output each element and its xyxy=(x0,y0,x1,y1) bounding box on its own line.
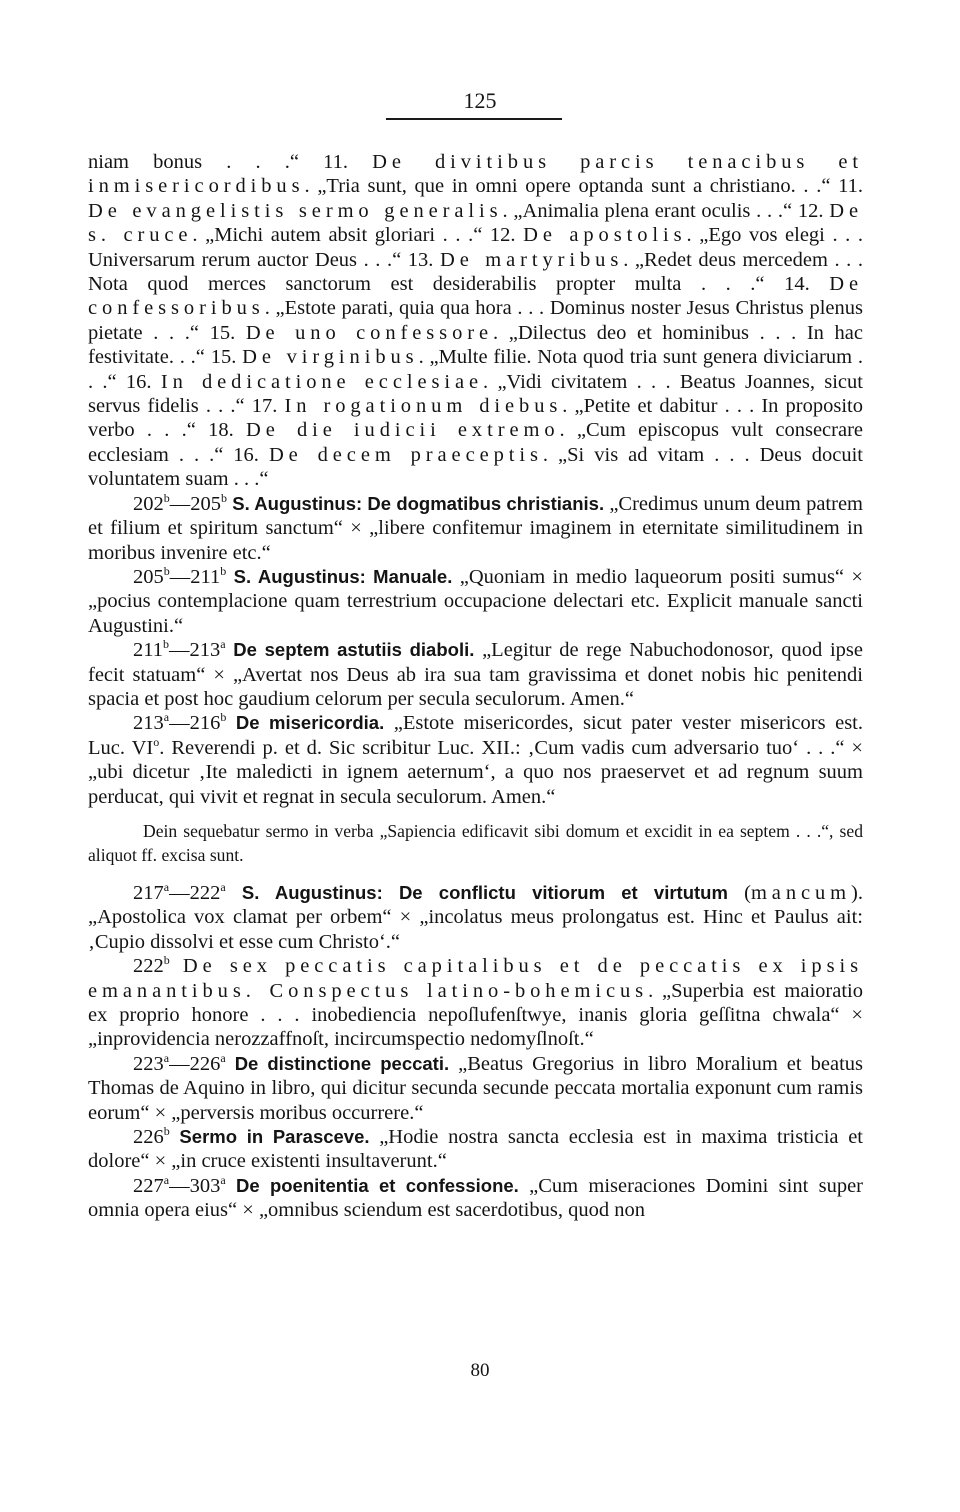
spaced-title: De decem praeceptis xyxy=(268,443,543,466)
spaced-title: De divitibus parcis tenacibus et inmisericordibus xyxy=(88,151,864,198)
spaced-title: In rogationum diebus xyxy=(284,395,563,418)
paragraph xyxy=(88,150,863,492)
folio-superscript: a xyxy=(163,1173,170,1188)
spaced-title: In dedicatione ecclesiae xyxy=(160,370,484,393)
text-run: „Beatus Gregorius in libro Moralium et beatus Thomas de Aquino in libro, qui dicitur secunda secunde peccata mortalia exponunt cum ramis eorum“ × „perversis moribus occurrere.“ xyxy=(88,1052,863,1124)
text-run: . „Michi autem absit gloriari . . .“ 12. xyxy=(192,224,524,247)
text-run: . „Tria sunt, que in omni opere optanda sunt a christiano. . .“ 11. xyxy=(304,175,863,198)
folio-superscript: b xyxy=(220,710,227,725)
text-run: 205 xyxy=(133,565,164,588)
text-run: „Quoniam in medio laqueorum positi sumus“ × „pocius contemplacione quam terrestrium occupacione delectari etc. Explicit manuale sancti Augustini.“ xyxy=(88,565,863,637)
paragraph xyxy=(88,1125,863,1174)
folio-superscript: a xyxy=(220,1050,226,1065)
spaced-title: De die iudicii extremo xyxy=(246,419,560,442)
spaced-title: De virginibus xyxy=(242,346,419,369)
folio-superscript: b xyxy=(163,637,169,652)
text-run: . Reverendi p. et d. Sic scribitur Luc. XII.: ‚Cum vadis cum adversario tuo‘ . . .“ × „ubi dicetur ‚Ite maledicti in ignem aeternum‘, a quo nos praeservet et ad regnum suum perducat, qui vivit et regnat in secula seculorum. Amen.“ xyxy=(88,736,863,808)
folio-superscript: a xyxy=(163,880,170,895)
text-run: . „Vidi civitatem . . . Beatus Joannes, sicut servus fidelis . . .“ 17. xyxy=(88,370,863,418)
folio-superscript: b xyxy=(163,1124,170,1139)
text-run: 211 xyxy=(133,639,163,662)
spaced-title: De confessoribus xyxy=(88,273,863,320)
body-text xyxy=(88,150,863,1223)
text-run: . „Cum episcopus vult consecrare ecclesiam . . .“ 16. xyxy=(88,419,863,466)
paragraph xyxy=(88,492,863,565)
text-run: —303 xyxy=(169,1174,221,1197)
signature-mark: 80 xyxy=(470,1360,490,1381)
text-run: 227 xyxy=(133,1174,164,1197)
text-run: . „Animalia plena erant oculis . . .“ 12. xyxy=(502,199,830,222)
paragraph xyxy=(88,1174,863,1223)
folio-superscript: a xyxy=(163,1050,170,1065)
entry-heading: Sermo in Parasceve. xyxy=(169,1126,370,1148)
spaced-title: De uno confessore xyxy=(245,321,494,344)
text-run: 226 xyxy=(133,1126,164,1149)
text-run: ). „Apostolica vox clamat per orbem“ × „incolatus meus prolongatus est. Hinc et Paulus ait: ‚Cupio dissolvi et esse cum Christo‘.“ xyxy=(88,881,863,953)
editorial-note: Dein sequebatur sermo in verba „Sapiencia edificavit sibi domum et excidit in ea septem . . .“, sed aliquot ff. excisa sunt. xyxy=(88,820,863,865)
text-run: . „Dilectus deo et hominibus . . . In hac festivitate. . .“ 15. xyxy=(88,321,863,369)
text-run: —222 xyxy=(169,881,221,904)
paragraph xyxy=(88,711,863,809)
text-run: 217 xyxy=(133,881,164,904)
text-run: . „Estote parati, quia qua hora . . . Dominus noster Jesus Christus plenus pietate . . .“ 15. xyxy=(88,297,863,344)
text-run: —205 xyxy=(169,492,221,515)
text-run: 202 xyxy=(133,492,164,515)
folio-superscript: b xyxy=(163,953,170,968)
text-run: —226 xyxy=(169,1052,221,1075)
text-run: ( xyxy=(727,881,751,904)
text-run: niam bonus . . .“ 11. xyxy=(88,151,373,173)
paragraph xyxy=(88,954,863,1052)
text-run: „Hodie nostra sancta ecclesia est in maxima tristicia et dolore“ × „in cruce existenti insultaverunt.“ xyxy=(88,1126,863,1173)
folio-superscript: b xyxy=(163,490,170,505)
entry-heading: De septem astutiis diaboli. xyxy=(225,639,475,661)
spaced-title: De evangelistis sermo generalis xyxy=(88,199,503,222)
header-rule xyxy=(386,118,562,120)
text-run: . „Ego vos elegi . . . Universarum rerum auctor Deus . . .“ 13. xyxy=(88,224,863,271)
paragraph xyxy=(88,565,863,638)
entry-heading: S. Augustinus: Manuale. xyxy=(226,565,453,587)
text-run: „Credimus unum deum patrem et filium et spiritum sanctum“ × „libere confitemur imaginem in eternitate similitudinem in moribus invenire etc.“ xyxy=(88,492,863,564)
paragraph xyxy=(88,881,863,954)
folio-superscript: o xyxy=(153,734,160,749)
text-run: . „Multe filie. Nota quod tria sunt genera diviciarum . . .“ 16. xyxy=(88,346,863,393)
text-run: 223 xyxy=(133,1052,164,1075)
folio-superscript: b xyxy=(163,564,170,579)
text-run: „Cum miseraciones Domini sint super omnia opera eius“ × „omnibus sciendum est sacerdotibus, quod non xyxy=(88,1174,863,1222)
entry-heading: De distinctione peccati. xyxy=(225,1052,450,1074)
entry-heading: De misericordia. xyxy=(226,712,385,734)
folio-superscript: b xyxy=(221,490,227,505)
text-run: . „Redet deus mercedem . . . Nota quod merces sanctorum est desiderabilis propter multa . . .“ 14. xyxy=(88,248,863,296)
text-run: . „Petite et dabitur . . . In proposito verbo . . .“ 18. xyxy=(88,395,863,442)
folio-superscript: a xyxy=(220,1173,226,1188)
text-run: —213 xyxy=(169,639,221,662)
text-run: . „Superbia est maioratio ex proprio honore . . . inobediencia nepoſlufenſtwye, inanis gloria geſſitna chwala“ × „inprovidencia nerozzaffnoſt, incircumspectio nedomyſlnoſt.“ xyxy=(88,979,863,1051)
entry-heading: S. Augustinus: De conflictu vitiorum et virtutum xyxy=(225,881,728,903)
spaced-title: mancum xyxy=(750,881,852,904)
paragraph xyxy=(88,1052,863,1125)
folio-superscript: a xyxy=(220,637,226,652)
page-number: 125 xyxy=(463,88,497,113)
folio-superscript: a xyxy=(220,880,226,895)
folio-superscript: b xyxy=(220,564,227,579)
text-run: —211 xyxy=(169,565,221,588)
text-run: 213 xyxy=(133,712,164,735)
spaced-title: De martyribus xyxy=(439,248,624,271)
entry-heading: S. Augustinus: De dogmatibus christianis. xyxy=(227,492,605,514)
spaced-title: De s. cruce xyxy=(88,199,863,247)
entry-heading: De poenitentia et confessione. xyxy=(225,1174,519,1196)
text-run: . „Si vis ad vitam . . . Deus docuit voluntatem suam . . .“ xyxy=(88,443,863,491)
text-run: „Legitur de rege Nabuchodonosor, quod ipse fecit statuam“ × „Avertat nos Deus ab ira sua tam gravissima et donet nobis hic penitendi spacia et post hoc gaudium celorum per secula seculorum. Amen.“ xyxy=(88,639,863,710)
folio-superscript: a xyxy=(163,710,170,725)
spaced-title: De apostolis xyxy=(523,224,687,247)
paragraph xyxy=(88,638,863,711)
spaced-title: De sex peccatis capitalibus et de peccatis ex ipsis emanantibus. Conspectus latino-bohemicus xyxy=(88,955,863,1002)
text-run: 222 xyxy=(133,955,164,978)
text-run: „Estote misericordes, sicut pater vester misericors est. Luc. VI xyxy=(88,712,863,759)
text-run: —216 xyxy=(169,712,221,735)
